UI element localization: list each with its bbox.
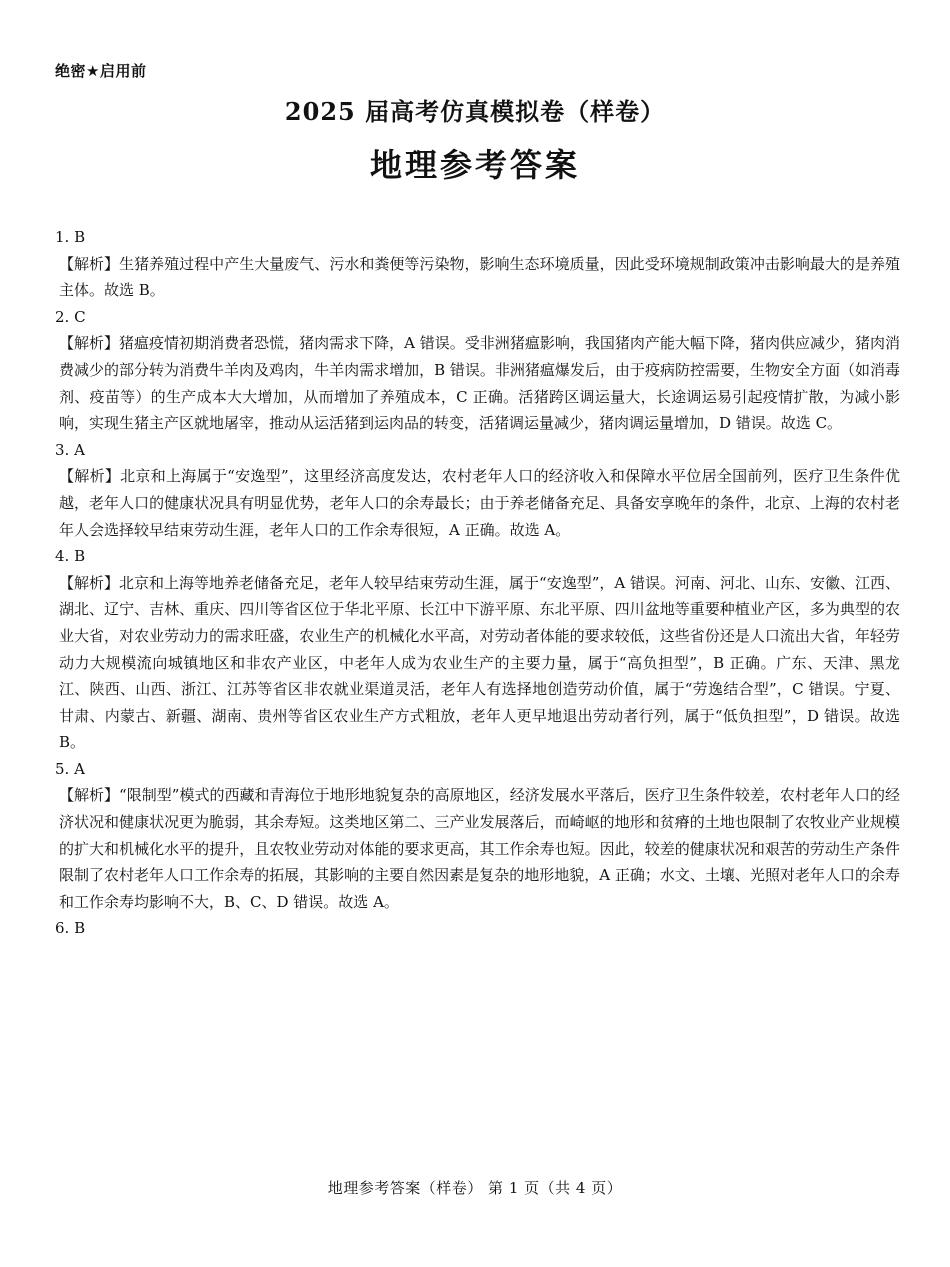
- answer-number: 4. B: [55, 547, 86, 566]
- answer-number: 6. B: [55, 919, 86, 938]
- answer-list: [55, 224, 900, 942]
- confidential-label: 绝密★启用前: [55, 62, 147, 80]
- document-subtitle: 地理参考答案: [369, 146, 580, 184]
- exam-title: 2025 届高考仿真模拟卷（样卷）: [284, 97, 666, 126]
- answer-item-2: [55, 304, 900, 437]
- answer-explanation: 【解析】北京和上海等地养老储备充足，老年人较早结束劳动生涯，属于“安逸型”，A 错误。河南、河北、山东、安徽、江西、湖北、辽宁、吉林、重庆、四川等省区位于华北平原、长江中下游平原、东北平原、四川盆地等重要种植业产区，多为典型的农业大省，对农业劳动力的需求旺盛，农业生产的机械化水平高，对劳动者体能的要求较低，这些省份还是人口流出大省，年轻劳动力大规模流向城镇地区和非农产业区，中老年人成为农业生产的主要力量，属于“高负担型”，B 正确。广东、天津、黑龙江、陕西、山西、浙江、江苏等省区非农就业渠道灵活，老年人有选择地创造劳动价值，属于“劳逸结合型”，C 错误。宁夏、甘肃、内蒙古、新疆、湖南、贵州等省区农业生产方式粗放，老年人更早地退出劳动者行列，属于“低负担型”，D 错误。故选 B。: [59, 573, 900, 752]
- answer-number: 1. B: [55, 228, 86, 246]
- page-footer: 地理参考答案（样卷） 第 1 页（共 4 页）: [327, 1179, 623, 1197]
- answer-item-4: [55, 543, 900, 756]
- answer-item-1: [55, 224, 900, 304]
- answer-explanation: 【解析】猪瘟疫情初期消费者恐慌，猪肉需求下降，A 错误。受非洲猪瘟影响，我国猪肉产能大幅下降，猪肉供应减少，猪肉消费减少的部分转为消费牛羊肉及鸡肉，牛羊肉需求增加，B 错误。非洲猪瘟爆发后，由于疫病防控需要，生物安全方面（如消毒剂、疫苗等）的生产成本大大增加，从而增加了养殖成本，C 正确。活猪跨区调运量大，长途调运易引起疫情扩散，为减小影响，实现生猪主产区就地屠宰，推动从运活猪到运肉品的转变，活猪调运量减少，猪肉调运量增加，D 错误。故选 C。: [59, 334, 900, 433]
- answer-item-6: [55, 915, 900, 942]
- answer-item-5: [55, 756, 900, 916]
- answer-item-3: [55, 437, 900, 543]
- answer-explanation: 【解析】北京和上海属于“安逸型”，这里经济高度发达，农村老年人口的经济收入和保障水平位居全国前列，医疗卫生条件优越，老年人口的健康状况具有明显优势，老年人口的余寿最长；由于养老储备充足、具备安享晚年的条件，北京、上海的农村老年人会选择较早结束劳动生涯，老年人口的工作余寿很短，A 正确。故选 A。: [59, 467, 900, 539]
- answer-number: 5. A: [55, 759, 85, 778]
- answer-explanation: 【解析】生猪养殖过程中产生大量废气、污水和粪便等污染物，影响生态环境质量，因此受环境规制政策冲击影响最大的是养殖主体。故选 B。: [59, 254, 900, 300]
- answer-number: 3. A: [55, 440, 85, 459]
- answer-explanation: 【解析】“限制型”模式的西藏和青海位于地形地貌复杂的高原地区，经济发展水平落后，医疗卫生条件较差，农村老年人口的经济状况和健康状况更为脆弱，其余寿短。这类地区第二、三产业发展落后，而崎岖的地形和贫瘠的土地也限制了农牧业产业规模的扩大和机械化水平的提升，且农牧业劳动对体能的要求更高，其工作余寿也短。因此，较差的健康状况和艰苦的劳动生产条件限制了农村老年人口工作余寿的拓展，其影响的主要自然因素是复杂的地形地貌，A 正确；水文、土壤、光照对老年人口的余寿和工作余寿均影响不大，B、C、D 错误。故选 A。: [59, 786, 900, 911]
- answer-number: 2. C: [55, 307, 86, 326]
